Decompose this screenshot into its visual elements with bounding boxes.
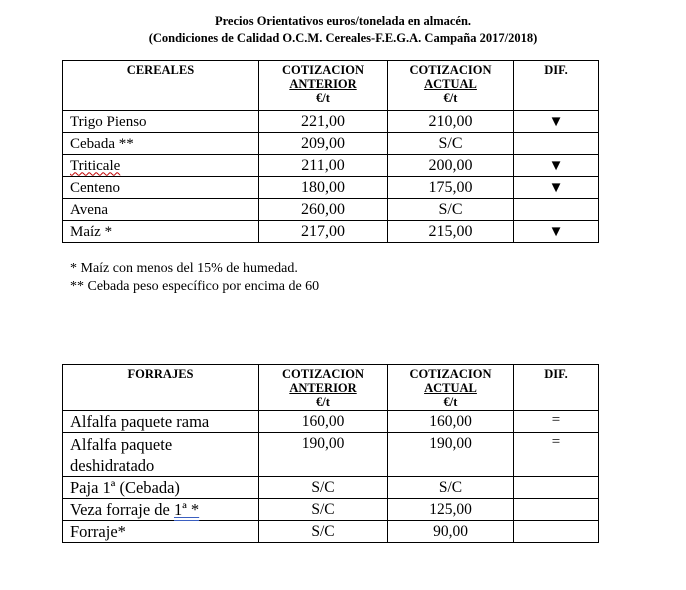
cereal-prev-price: 209,00 [259, 133, 388, 155]
forraje-prev-price: S/C [259, 499, 388, 521]
forraje-name-line2: deshidratado [70, 455, 155, 475]
forraje-dif [514, 477, 599, 499]
forraje-name-cell [63, 499, 259, 521]
cereales-header-curr-line1: COTIZACION [409, 63, 492, 77]
forrajes-header-curr [388, 365, 514, 411]
forrajes-header-prev [259, 365, 388, 411]
forrajes-header-dif: DIF. [514, 365, 599, 411]
table-row [63, 499, 599, 521]
cereal-prev-price: 180,00 [259, 177, 388, 199]
forraje-curr-price: 160,00 [388, 411, 514, 433]
forrajes-header-prev-line2: ANTERIOR [289, 381, 357, 395]
table-row [63, 221, 599, 243]
forraje-name: Forraje* [63, 521, 259, 543]
forrajes-header-row [63, 365, 599, 411]
equal-icon: = [514, 433, 599, 477]
cereal-name: Trigo Pienso [63, 111, 259, 133]
cereal-curr-price: 175,00 [388, 177, 514, 199]
cereales-header-row [63, 61, 599, 111]
forraje-curr-price: 125,00 [388, 499, 514, 521]
forrajes-header-curr-line2: ACTUAL [424, 381, 477, 395]
cereales-table [62, 60, 599, 243]
cereal-prev-price: 217,00 [259, 221, 388, 243]
table-row [63, 177, 599, 199]
cereales-header-name: CEREALES [63, 61, 259, 111]
forraje-name: Paja 1ª (Cebada) [63, 477, 259, 499]
forraje-name-underlined: 1ª * [173, 500, 200, 519]
cereal-name: Centeno [63, 177, 259, 199]
forraje-curr-price: 190,00 [388, 433, 514, 477]
cereal-name: Cebada ** [63, 133, 259, 155]
forrajes-header-curr-line1: COTIZACION [409, 367, 492, 381]
page-subtitle: (Condiciones de Calidad O.C.M. Cereales-F.E.G.A. Campaña 2017/2018) [148, 31, 538, 45]
cereal-name: Triticale [70, 157, 121, 174]
down-triangle-icon: ▼ [514, 155, 599, 177]
down-triangle-icon: ▼ [514, 111, 599, 133]
cereales-header-prev-unit: €/t [316, 91, 330, 105]
table-row [63, 521, 599, 543]
cereal-curr-price: 210,00 [388, 111, 514, 133]
cereal-prev-price: 260,00 [259, 199, 388, 221]
forraje-name-cell [63, 433, 259, 477]
forrajes-header-prev-unit: €/t [316, 395, 330, 409]
page-title: Precios Orientativos euros/tonelada en almacén. [214, 14, 472, 28]
cereal-name: Maíz * [63, 221, 259, 243]
footnotes [70, 260, 319, 296]
forraje-curr-price: 90,00 [388, 521, 514, 543]
footnote-maiz: * Maíz con menos del 15% de humedad. [70, 261, 298, 276]
forraje-prev-price: 190,00 [259, 433, 388, 477]
down-triangle-icon: ▼ [514, 177, 599, 199]
cereal-prev-price: 211,00 [259, 155, 388, 177]
cereal-curr-price: 215,00 [388, 221, 514, 243]
cereal-curr-price: S/C [388, 199, 514, 221]
forraje-curr-price: S/C [388, 477, 514, 499]
forraje-dif [514, 521, 599, 543]
cereal-prev-price: 221,00 [259, 111, 388, 133]
cereal-dif [514, 133, 599, 155]
cereales-header-curr-line2: ACTUAL [424, 77, 477, 91]
forrajes-header-curr-unit: €/t [443, 395, 458, 409]
cereales-header-curr [388, 61, 514, 111]
table-row [63, 199, 599, 221]
table-row [63, 411, 599, 433]
footnote-cebada: ** Cebada peso específico por encima de 60 [70, 279, 320, 294]
cereales-header-dif: DIF. [514, 61, 599, 111]
cereales-header-curr-unit: €/t [443, 91, 458, 105]
cereal-curr-price: 200,00 [388, 155, 514, 177]
equal-icon: = [514, 411, 599, 433]
forraje-prev-price: S/C [259, 477, 388, 499]
cereal-name-cell [63, 155, 259, 177]
forrajes-header-prev-line1: COTIZACION [282, 367, 364, 381]
forraje-dif [514, 499, 599, 521]
forrajes-table [62, 364, 599, 543]
forraje-name-pre: Veza forraje de [70, 500, 174, 519]
cereal-name: Avena [63, 199, 259, 221]
cereales-header-prev-line1: COTIZACION [282, 63, 364, 77]
table-row [63, 133, 599, 155]
table-row [63, 111, 599, 133]
table-row [63, 433, 599, 477]
cereales-header-prev-line2: ANTERIOR [289, 77, 357, 91]
forrajes-header-name: FORRAJES [63, 365, 259, 411]
down-triangle-icon: ▼ [514, 221, 599, 243]
table-row [63, 477, 599, 499]
table-row [63, 155, 599, 177]
cereales-header-prev [259, 61, 388, 111]
forraje-name-line1: Alfalfa paquete [70, 434, 173, 454]
cereal-dif [514, 199, 599, 221]
forraje-prev-price: S/C [259, 521, 388, 543]
cereal-curr-price: S/C [388, 133, 514, 155]
forraje-prev-price: 160,00 [259, 411, 388, 433]
forraje-name: Alfalfa paquete rama [63, 411, 259, 433]
